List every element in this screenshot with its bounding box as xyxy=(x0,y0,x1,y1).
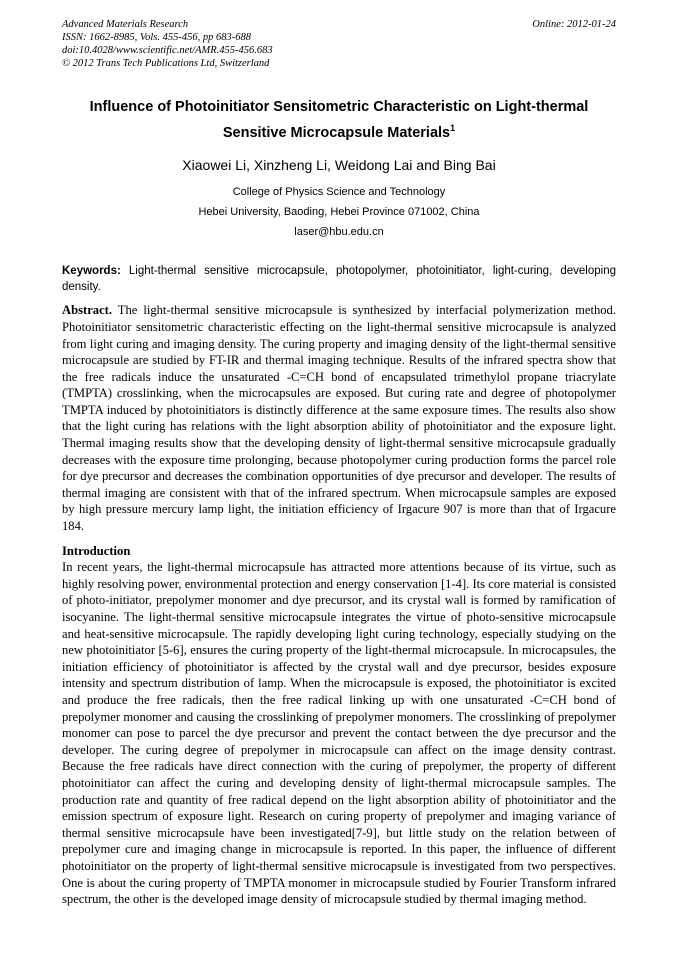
abstract-label: Abstract. xyxy=(62,303,113,318)
affiliation-university: Hebei University, Baoding, Hebei Province 071002, China xyxy=(198,206,480,219)
authors-line: Xiaowei Li, Xinzheng Li, Weidong Lai and Bing Bai xyxy=(182,157,496,174)
doi-line: doi:10.4028/www.scientific.net/AMR.455-456.683 xyxy=(62,45,273,57)
journal-name: Advanced Materials Research xyxy=(62,19,189,30)
issn-volume-pages: ISSN: 1662-8985, Vols. 455-456, pp 683-688 xyxy=(62,32,251,44)
title-footnote-mark: 1 xyxy=(450,122,456,133)
journal-header xyxy=(62,18,616,71)
keywords-label: Keywords: xyxy=(62,265,121,278)
paper-title xyxy=(62,97,616,144)
copyright-line: © 2012 Trans Tech Publications Ltd, Switzerland xyxy=(62,58,270,70)
introduction-heading: Introduction xyxy=(62,543,131,558)
journal-header-left xyxy=(62,18,273,71)
keywords-text: Light-thermal sensitive microcapsule, photopolymer, photoinitiator, light-curing, developing density. xyxy=(62,265,616,294)
affiliation-email: laser@hbu.edu.cn xyxy=(294,226,384,239)
paper-title-text: Influence of Photoinitiator Sensitometric Characteristic on Light-thermal Sensitive Microcapsule Materials xyxy=(89,98,589,141)
keywords-paragraph xyxy=(62,263,616,295)
online-date: Online: 2012-01-24 xyxy=(532,19,616,30)
affiliation-college: College of Physics Science and Technology xyxy=(232,186,446,199)
abstract-paragraph xyxy=(62,302,616,534)
abstract-text: The light-thermal sensitive microcapsule is synthesized by interfacial polymerization method. Photoinitiator sensitometric characteristic effecting on the light-thermal sensitive microcapsule is analyzed from light curing and imaging density. The curing property and imaging density of the light-thermal sensitive microcapsule are studied by FT-IR and thermal imaging technique. Results of the infrared spectra show that the free radicals induce the unsaturated -C=CH bond of encapsulated trimethylol propane triacrylate (TMPTA) crosslinking, when the microcapsules are exposed. But curing rate and degree of photopolymer TMPTA induced by photoinitiators is distinctly difference at the same exposure times. The results also show that the light curing has relations with the light absorption ability of photoinitiator and the exposure light. Thermal imaging results show that the developing density of light-thermal sensitive microcapsule gradually decreases with the exposure time prolonging, because photopolymer curing production forms the parcel role for dye precursor and decreases the combination opportunities of dye precursor and developer. The results of thermal imaging are consistent with that of the infrared spectrum. When microcapsule samples are exposed by high pressure mercury lamp light, the initiation efficiency of Irgacure 907 is more than that of Irgacure 184. xyxy=(62,303,617,534)
introduction-text: In recent years, the light-thermal microcapsule has attracted more attentions because of its virtue, such as highly resolving power, environmental protection and energy conservation [1-4]. Its core material is consisted of photo-initiator, prepolymer monomer and dye precursor, and its crystal wall is formed by ramification of isocyanine. The light-thermal sensitive microcapsule integrates the virtue of photo-sensitive microcapsule and heat-sensitive microcapsule. The rapidly developing light curing technology, especially studying on the new photoinitiator [5-6], ensures the curing property of the light-thermal microcapsule. In microcapsules, the initiation efficiency of photoinitiator is affected by the crystal wall and dye precursor, besides exposure intensity and spectrum distribution of lamp. When the microcapsule is exposed, the photoinitiator is excited and produce the free radicals, then the free radical linking up with one unsaturated -C=CH bond of prepolymer monomer and causing the crosslinking of prepolymer monomers. The crosslinking of prepolymer monomer can pose to parcel the dye precursor and prevent the contact between the dye precursor and the developer. The curing degree of prepolymer in microcapsule can affect on the image density contrast. Because the free radicals have direct connection with the curing of prepolymer, the property of different photoinitiator can affect the curing and developing density of light-thermal microcapsule samples. The production rate and quantity of free radical depend on the light absorption ability of photoinitiator and the emission spectrum of exposure light. Research on curing property of prepolymer and imaging variance of thermal sensitive microcapsule have been investigated[7-9], but little study on the relation between of prepolymer cure and imaging change in microcapsule is reported. In this paper, the influence of different photoinitiator on the property of light-thermal sensitive microcapsule is investigated from two perspectives. One is about the curing property of TMPTA monomer in microcapsule studied by Fourier Transform infrared spectrum, the other is the developed image density of microcapsule studied by thermal imaging method. xyxy=(62,560,616,907)
